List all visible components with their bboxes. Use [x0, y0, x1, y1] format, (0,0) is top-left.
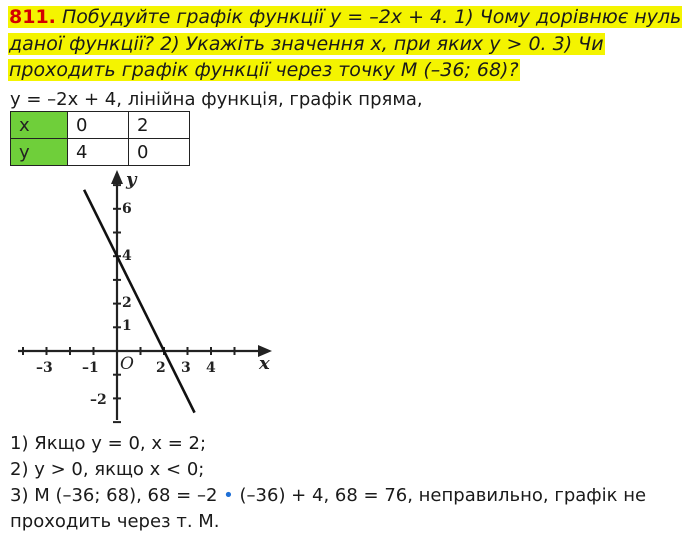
- x-tick-label: 2: [156, 360, 166, 376]
- multiply-dot-icon: •: [223, 485, 234, 506]
- x-tick-label: –3: [36, 360, 53, 376]
- origin-label: O: [120, 354, 134, 374]
- y-tick-label: 6: [122, 201, 132, 217]
- y-tick-label: 2: [122, 295, 132, 311]
- task-number: 811.: [9, 6, 56, 28]
- intro-text: y = –2x + 4, лінійна функція, графік пряма,: [10, 89, 423, 110]
- y-tick-label: 1: [122, 318, 132, 334]
- table-header-x: x: [11, 112, 68, 139]
- x-tick-label: 3: [181, 360, 191, 376]
- task-text: Побудуйте графік функції y = –2x + 4. 1) Чому дорівнює нуль даної функції? 2) Укажіть значення x, при яких y > 0. 3) Чи проходить графік функції через точку M (–36; 68)?: [9, 6, 682, 81]
- y-axis-arrow-icon: [111, 170, 123, 184]
- answer-3: [10, 484, 646, 508]
- table-cell: 2: [129, 112, 190, 139]
- y-axis-label: y: [126, 169, 137, 190]
- answer-2: 2) y > 0, якщо x < 0;: [10, 459, 205, 480]
- answer-3-part2: (–36) + 4, 68 = 76, неправильно, графік не: [239, 485, 647, 506]
- answer-3-continued: проходить через т. М.: [10, 511, 220, 532]
- answer-3-part1: 3) M (–36; 68), 68 = –2: [10, 485, 218, 506]
- y-tick-label: 4: [122, 248, 132, 264]
- table-cell: 4: [68, 139, 129, 166]
- answer-1: 1) Якщо y = 0, x = 2;: [10, 433, 207, 454]
- function-line: [84, 190, 194, 413]
- table-header-y: y: [11, 139, 68, 166]
- table-cell: 0: [129, 139, 190, 166]
- y-tick-label: –2: [90, 392, 107, 408]
- x-tick-label: 4: [206, 360, 216, 376]
- x-axis-label: x: [259, 353, 270, 374]
- table-cell: 0: [68, 112, 129, 139]
- x-tick-label: –1: [82, 360, 99, 376]
